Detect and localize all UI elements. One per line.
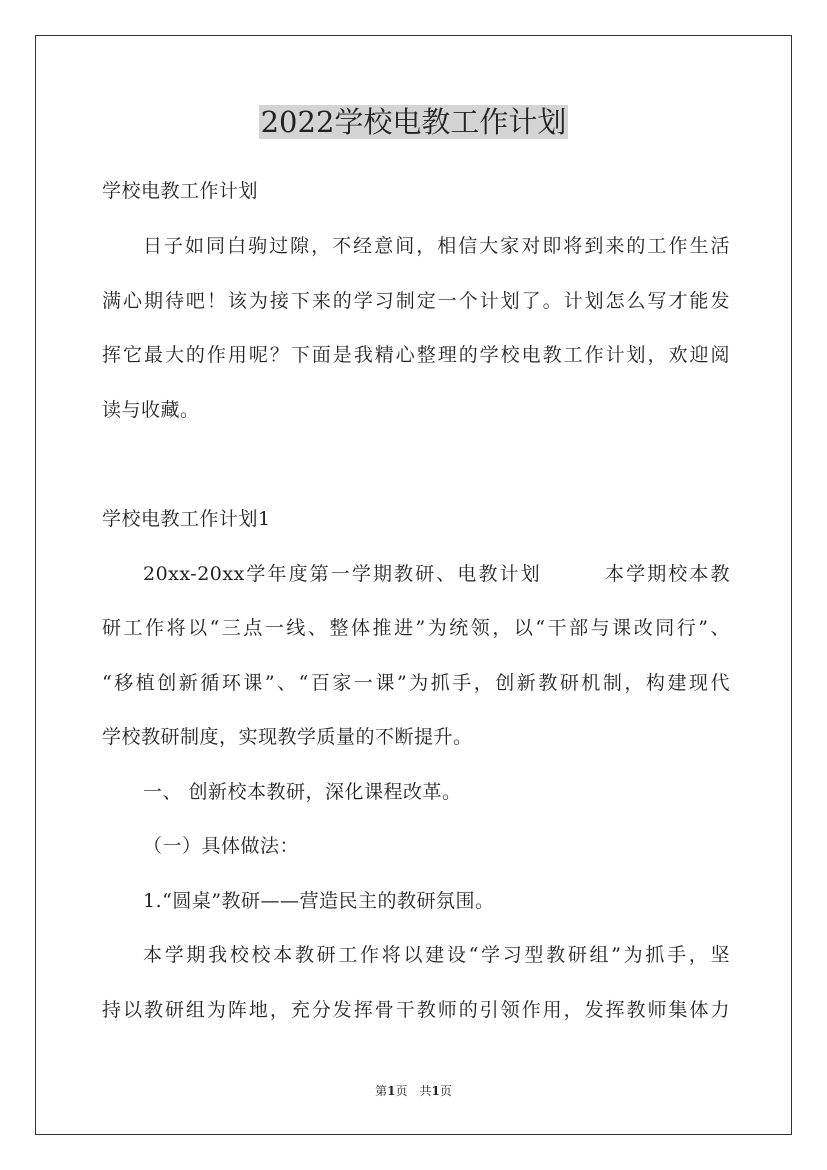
document-title-text: 2022学校电教工作计划 bbox=[260, 105, 567, 139]
outline-subheading: （一）具体做法： bbox=[143, 835, 300, 857]
footer-text: 第 bbox=[375, 1084, 388, 1098]
section-heading: 学校电教工作计划 bbox=[102, 180, 259, 202]
paragraph-line: “移植创新循环课”、“百家一课”为抓手，创新教研机制，构建现代 bbox=[102, 672, 730, 694]
footer-text: 页 bbox=[439, 1084, 452, 1098]
paragraph-line: 研工作将以“三点一线、整体推进”为统领，以“干部与课改同行”、 bbox=[102, 617, 730, 639]
paragraph-line: 20xx-20xx学年度第一学期教研、电教计划 本学期校本教 bbox=[143, 563, 730, 585]
paragraph-line: 读与收藏。 bbox=[102, 399, 200, 421]
paragraph-line: 挥它最大的作用呢？下面是我精心整理的学校电教工作计划，欢迎阅 bbox=[102, 344, 730, 366]
page-footer bbox=[0, 1082, 827, 1100]
footer-text: 页 共 bbox=[395, 1084, 432, 1098]
paragraph-line: 满心期待吧！该为接下来的学习制定一个计划了。计划怎么写才能发 bbox=[102, 290, 730, 312]
section-heading: 学校电教工作计划1 bbox=[102, 508, 271, 530]
paragraph-line: 学校教研制度，实现教学质量的不断提升。 bbox=[102, 726, 473, 748]
outline-item: 1.“圆桌”教研——营造民主的教研氛围。 bbox=[143, 890, 495, 912]
footer-page-total: 1 bbox=[431, 1084, 440, 1098]
paragraph-line: 持以教研组为阵地，充分发挥骨干教师的引领作用，发挥教师集体力 bbox=[102, 999, 730, 1021]
footer-page-number: 1 bbox=[387, 1084, 396, 1098]
paragraph-line: 日子如同白驹过隙，不经意间，相信大家对即将到来的工作生活 bbox=[143, 235, 730, 257]
outline-heading: 一、 创新校本教研，深化课程改革。 bbox=[143, 781, 462, 803]
document-title bbox=[0, 100, 827, 144]
paragraph-line: 本学期我校校本教研工作将以建设“学习型教研组”为抓手，坚 bbox=[143, 944, 730, 966]
